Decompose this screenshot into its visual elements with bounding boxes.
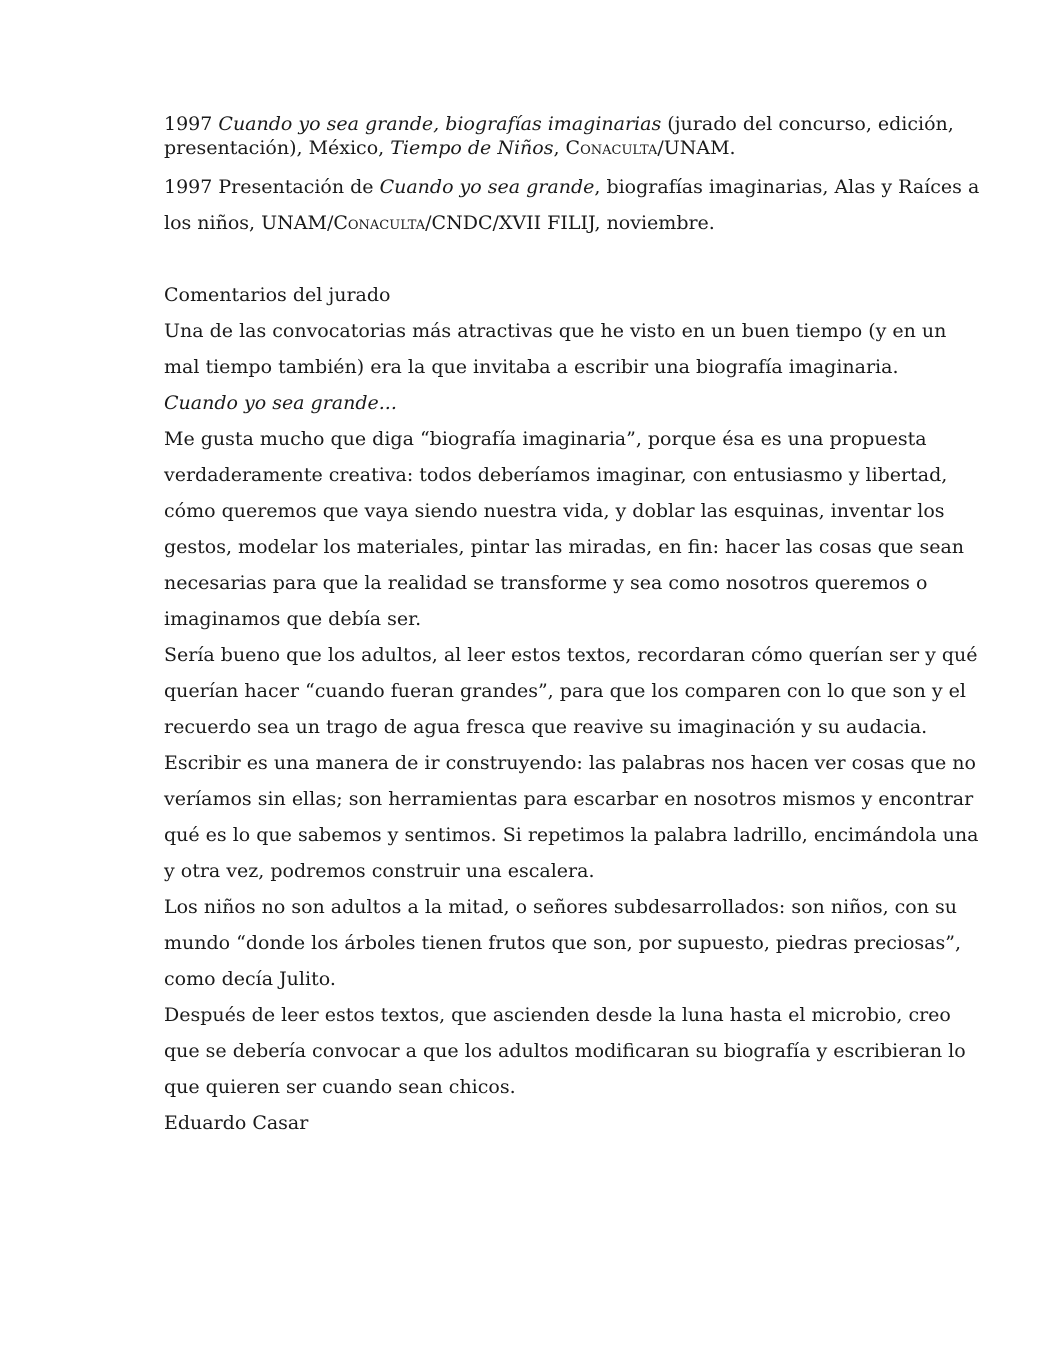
entry-details: , biografías imaginarias, Alas y Raíces a los niños, UNAM/: [164, 176, 980, 234]
entry-tail: /UNAM.: [657, 137, 736, 159]
paragraph: Los niños no son adultos a la mitad, o señores subdesarrollados: son niños, con su mundo “donde los árboles tienen frutos que son, por supuesto, piedras preciosas”, como decía Julito.: [164, 896, 962, 990]
separator: ,: [553, 137, 566, 159]
bibliography-entry-1: [164, 112, 984, 160]
section-heading: Comentarios del jurado: [164, 284, 391, 306]
italic-title: Cuando yo sea grande...: [164, 392, 397, 414]
paragraph: Escribir es una manera de ir construyendo: las palabras nos hacen ver cosas que no veríamos sin ellas; son herramientas para escarbar en nosotros mismos y encontrar qué es lo que sabemos y sentimos. Si repetimos la palabra ladrillo, encimándola una y otra vez, podremos construir una escalera.: [164, 752, 979, 882]
book-title: Cuando yo sea grande: [379, 176, 595, 198]
entry-tail: /CNDC/XVII FILIJ, noviembre.: [425, 212, 715, 234]
paragraph: Sería bueno que los adultos, al leer estos textos, recordaran cómo querían ser y qué querían hacer “cuando fueran grandes”, para que los comparen con lo que son y el recuerdo sea un trago de agua fresca que reavive su imaginación y su audacia.: [164, 644, 978, 738]
italic-line: [164, 385, 984, 421]
entry-year: 1997: [164, 113, 213, 135]
bibliography-entry-2: [164, 169, 984, 241]
organization: Conaculta: [333, 212, 426, 234]
paragraph: Después de leer estos textos, que ascienden desde la luna hasta el microbio, creo que se debería convocar a que los adultos modificaran su biografía y escribieran lo que quieren ser cuando sean chicos.: [164, 1004, 966, 1098]
document-page: [164, 112, 984, 1141]
series-title: Tiempo de Niños: [390, 137, 554, 159]
paragraph: Una de las convocatorias más atractivas que he visto en un buen tiempo (y en un mal tiempo también) era la que invitaba a escribir una biografía imaginaria.: [164, 320, 947, 378]
jury-comments: [164, 277, 984, 1141]
organization: Conaculta: [565, 137, 658, 159]
paragraph: Me gusta mucho que diga “biografía imaginaria”, porque ésa es una propuesta verdaderamente creativa: todos deberíamos imaginar, con entusiasmo y libertad, cómo queremos que vaya siendo nuestra vida, y doblar las esquinas, inventar los gestos, modelar los materiales, pintar las miradas, en fin: hacer las cosas que sean necesarias para que la realidad se transforme y sea como nosotros queremos o imaginamos que debía ser.: [164, 428, 965, 630]
signature: Eduardo Casar: [164, 1112, 309, 1134]
entry-details: (jurado del concurso, edición, presentación), México,: [164, 113, 954, 159]
book-title: Cuando yo sea grande, biografías imaginarias: [218, 113, 662, 135]
entry-lead: 1997 Presentación de: [164, 176, 380, 198]
